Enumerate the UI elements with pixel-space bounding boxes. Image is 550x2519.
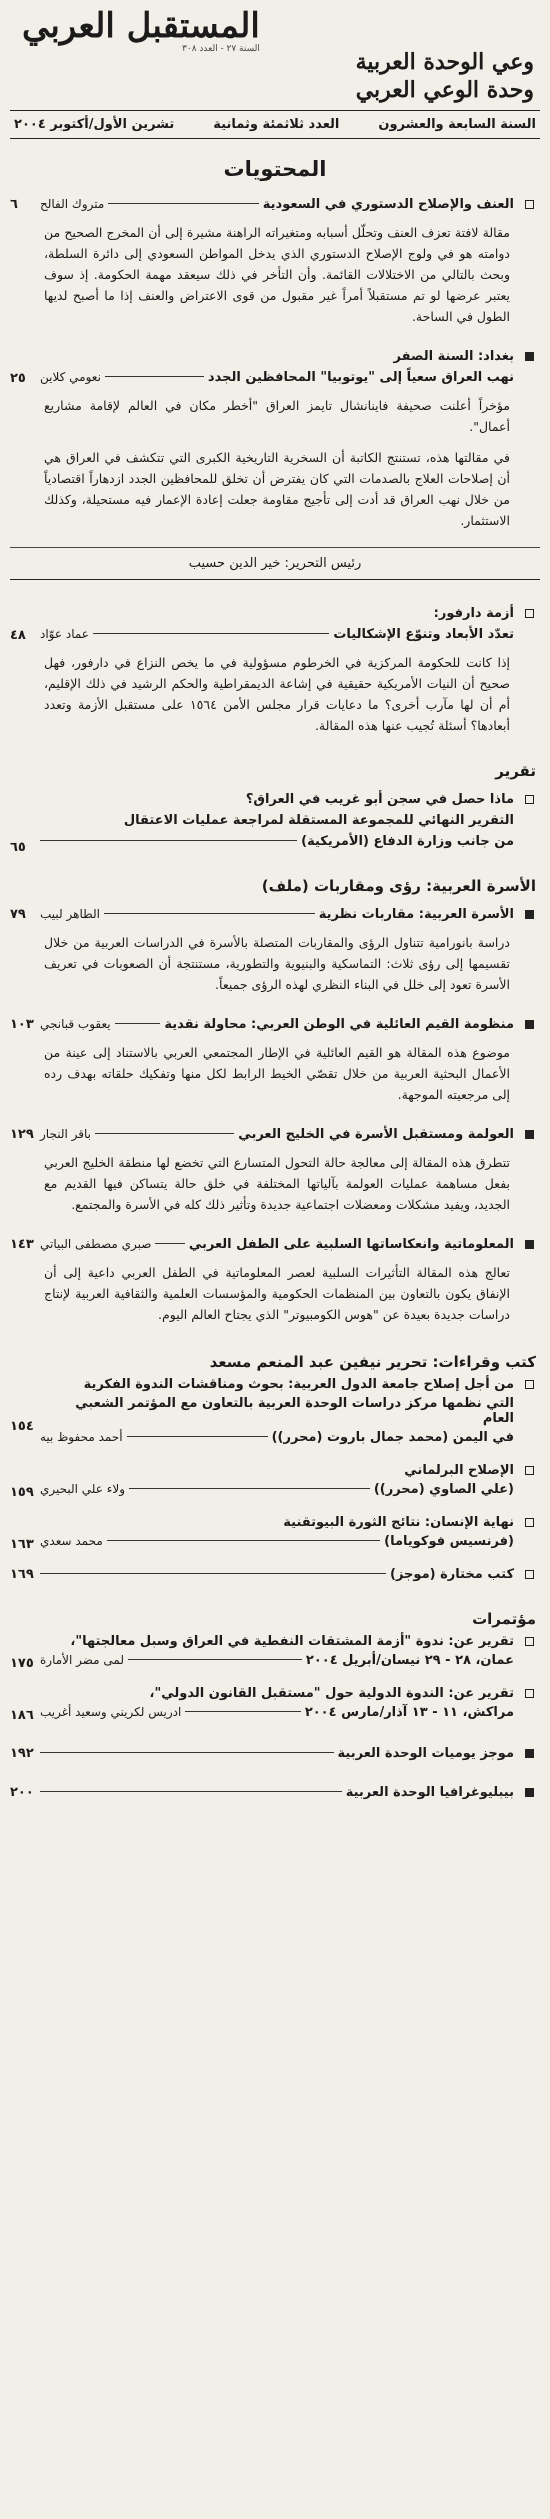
entry-author: يعقوب قبانجي	[40, 1017, 111, 1031]
slogan-line-1: وعي الوحدة العربية	[355, 49, 534, 75]
page-number: ٧٩	[10, 907, 26, 922]
page-number: ١٨٦	[10, 1708, 34, 1723]
entry-abstract: دراسة بانورامية تتناول الرؤى والمقاربات المتصلة بالأسرة في الدراسات العربية من خلال تقسيمها إلى رؤى ثلاث: التماسكية والبنيوية والتطورية، مستنتجة أن الصعوبات في تعريف الأسرة تعود إلى خلل في البناء النظري لهذه الرؤى جميعاً.	[44, 935, 510, 992]
bullet-icon	[525, 1466, 534, 1475]
entry-pretitle: أزمة دارفور:	[433, 606, 514, 621]
bullet-icon	[525, 1518, 534, 1527]
entry-title: المعلوماتية وانعكاساتها السلبية على الطفل العربي	[188, 1237, 514, 1252]
entry-author: عماد عوّاد	[40, 627, 89, 641]
page-number: ٦٥	[10, 840, 26, 855]
entry-author: صبري مصطفى البياتي	[40, 1237, 152, 1251]
page-number: ٤٨	[10, 628, 26, 643]
entry-author: باقر النجار	[40, 1127, 91, 1141]
entry-abstract: موضوع هذه المقالة هو القيم العائلية في الإطار المجتمعي العربي بالاستناد إلى عينة من الأعمال البحثية العربية من خلال تقصّي الخيط الرابط لكل منها وتفكيك حلقاته بهدف رده إلى مرجعيته الموجهة.	[44, 1045, 510, 1102]
slogan	[356, 48, 534, 104]
entry-title: ماذا حصل في سجن أبو غريب في العراق؟	[245, 792, 514, 807]
entry-abstract: مقالة لافتة تعزف العنف وتحلّل أسبابه ومتغيراته الراهنة مشيرة إلى أن المخرج الصحيح من دوامته هو في ولوج الإصلاح الدستوري الذي يدخل المواطن السعودي إلى دائرة السلطة، وبحث بالتالي من الاختلالات القائمة. وأن التأخر في ذلك سيعقد مهمة الحكومة. إذ سوف يعتبر عرضها لو تم مستقبلاً أمراً غير مقبول من قوى الاعتراض والعنف إذا ما أصبح لديها الطول في الساحة.	[44, 225, 510, 324]
entry-title: الأسرة العربية: مقاربات نظرية	[318, 907, 514, 922]
entry-title: التي نظمها مركز دراسات الوحدة العربية بالتعاون مع المؤتمر الشعبي العام	[75, 1396, 514, 1426]
toc-entry[interactable]	[10, 197, 540, 327]
entry-subtitle: عمان، ٢٨ - ٢٩ نيسان/أبريل ٢٠٠٤	[305, 1653, 514, 1668]
toc-entry[interactable]	[10, 1746, 540, 1761]
entry-title: موجز يوميات الوحدة العربية	[337, 1746, 514, 1761]
section-heading: الأسرة العربية: رؤى ومقاربات (ملف)	[261, 877, 536, 895]
entry-title: (فرنسيس فوكوياما)	[384, 1534, 514, 1549]
bullet-icon	[525, 1689, 534, 1698]
entry-title: كتب مختارة (موجز)	[390, 1567, 514, 1582]
page-number: ١٥٤	[10, 1419, 34, 1434]
toc-entry[interactable]	[10, 1515, 540, 1552]
entry-author: الطاهر لبيب	[40, 907, 100, 921]
editor-line: رئيس التحرير: خير الدين حسيب	[10, 547, 540, 580]
entry-title: من أجل إصلاح جامعة الدول العربية: بحوث ومناقشات الندوة الفكرية	[83, 1377, 514, 1392]
entry-subtitle: التقرير النهائي للمجموعة المستقلة لمراجعة عمليات الاعتقال	[123, 813, 514, 828]
page-number: ٦	[10, 197, 18, 212]
page-number: ١٩٢	[10, 1746, 34, 1761]
bullet-icon	[525, 1570, 534, 1579]
page-number: ١٥٩	[10, 1485, 34, 1500]
entry-author: محمد سعدي	[40, 1534, 103, 1548]
bullet-icon	[525, 609, 534, 618]
page-number: ١٠٣	[10, 1017, 34, 1032]
bullet-icon	[525, 352, 534, 361]
toc-entry[interactable]	[10, 1567, 540, 1582]
toc-entry[interactable]	[10, 1377, 540, 1445]
section-heading: كتب وقراءات: تحرير نيفين عبد المنعم مسعد	[209, 1353, 536, 1371]
issue-date: تشرين الأول/أكتوبر ٢٠٠٤	[14, 117, 175, 132]
toc-entry[interactable]	[10, 907, 540, 995]
logo-text: المستقبل العربي	[22, 6, 260, 46]
bullet-icon	[525, 200, 534, 209]
entry-title: العنف والإصلاح الدستوري في السعودية	[262, 197, 514, 212]
page-number: ١٧٥	[10, 1656, 34, 1671]
slogan-line-2: وحدة الوعي العربي	[355, 77, 534, 103]
contents-title: المحتويات	[223, 157, 327, 181]
toc-entry[interactable]	[10, 1127, 540, 1215]
page-number: ٢٠٠	[10, 1785, 34, 1800]
bullet-icon	[525, 1788, 534, 1797]
logo-subtext: السنة ٢٧ - العدد ٣٠٨	[182, 44, 260, 54]
bullet-icon	[525, 910, 534, 919]
entry-author: لمى مضر الأمارة	[40, 1653, 125, 1667]
section-heading: تقرير	[495, 762, 536, 780]
entry-title: تعدّد الأبعاد وتنوّع الإشكاليات	[333, 627, 514, 642]
page-number: ٢٥	[10, 371, 26, 386]
page-number: ١٢٩	[10, 1127, 34, 1142]
bullet-icon	[525, 1749, 534, 1758]
toc-entry[interactable]	[10, 349, 540, 531]
magazine-logo	[22, 6, 260, 54]
toc-entry[interactable]	[10, 1463, 540, 1500]
bullet-icon	[525, 1020, 534, 1029]
entry-title: تقرير عن: ندوة "أزمة المشتقات النفطية في العراق وسبل معالجتها"،	[70, 1634, 514, 1649]
toc-entry[interactable]	[10, 1634, 540, 1671]
entry-author: متروك الفالح	[40, 197, 105, 211]
entry-title: تقرير عن: الندوة الدولية حول "مستقبل القانون الدولي"،	[149, 1686, 514, 1701]
issue-number: العدد ثلاثمئة وثمانية	[213, 117, 340, 132]
entry-subtitle: مراكش، ١١ - ١٣ آذار/مارس ٢٠٠٤	[304, 1705, 514, 1720]
issue-year: السنة السابعة والعشرون	[378, 117, 536, 132]
masthead	[10, 0, 540, 110]
entry-abstract: مؤخراً أعلنت صحيفة فاينانشال تايمز العراق "أخطر مكان في العالم لإقامة مشاريع أعمال".	[44, 398, 510, 434]
entry-title: بيبليوغرافيا الوحدة العربية	[345, 1785, 514, 1800]
entry-author: أحمد محفوظ بيه	[40, 1430, 123, 1444]
entry-title: (علي الصاوي (محرر))	[373, 1482, 514, 1497]
entry-title: نهاية الإنسان: نتائج الثورة البيوتقنية	[283, 1515, 514, 1530]
entry-abstract: تعالج هذه المقالة التأثيرات السلبية لعصر المعلوماتية في الطفل العربي داعية إلى أن الإنفاق يكون بالتعاون بين المنظمات الحكومية والمؤسسات العلمية والثقافية العربية لإنتاج دراسات جديدة بعيدة عن "هوس الكومبيوتر" الذي يجتاح العالم اليوم.	[44, 1265, 510, 1322]
toc-entry[interactable]	[10, 606, 540, 736]
entry-abstract: في مقالتها هذه، تستنتج الكاتبة أن السخرية التاريخية الكبرى التي تتكشف في العراق هي أن إصلاحات العلاج بالصدمات التي كان يفترض أن تخلق للمحافظين الجدد ازدهاراً اقتصادياً من خلال نهب العراق قد أدت إلى تأجيج مقاومة جعلت إعادة الإعمار فيه مستحيلة، وكذلك الاستثمار.	[44, 450, 510, 528]
entry-author: ولاء علي البحيري	[40, 1482, 126, 1496]
toc-entry[interactable]	[10, 1017, 540, 1105]
entry-title: في اليمن (محمد جمال باروت (محرر))	[271, 1430, 514, 1445]
entry-title: نهب العراق سعياً إلى "يوتوبيا" المحافظين الجدد	[207, 370, 514, 385]
entry-abstract: تتطرق هذه المقالة إلى معالجة حالة التحول المتسارع التي تخضع لها منطقة الخليج العربي بفعل مساهمة عمليات العولمة بآلياتها المختلفة في خلق حالة يتساكن فيها القديم مع الجديد، ويفيد مشكلات ومعضلات اجتماعية جديدة وتأثير ذلك كله في الأسرة والمجتمع.	[44, 1155, 510, 1212]
bullet-icon	[525, 795, 534, 804]
bullet-icon	[525, 1240, 534, 1249]
entry-abstract: إذا كانت للحكومة المركزية في الخرطوم مسؤولية في ما يخص النزاع في دارفور، فهل صحيح أن النيات الأمريكية حقيقية في إشاعة الديمقراطية والحكم الرشيد في ذلك الإقليم، أم أن لها مآرب أخرى؟ ما دعايات قرار مجلس الأمن ١٥٦٤ على مستقبل الأزمة وتعدد أبعادها؟ أسئلة تُجيب عنها هذه المقالة.	[44, 655, 510, 733]
toc-entry[interactable]	[10, 1785, 540, 1800]
issue-info	[10, 111, 540, 138]
books-list	[10, 1377, 540, 1582]
entry-author: ادريس لكريني وسعيد أغريب	[40, 1705, 182, 1719]
entry-author: نعومي كلاين	[40, 370, 101, 384]
entry-title: الإصلاح البرلماني	[404, 1463, 514, 1478]
entry-title: العولمة ومستقبل الأسرة في الخليج العربي	[238, 1127, 514, 1142]
toc-entry[interactable]	[10, 1686, 540, 1723]
toc-entry[interactable]	[10, 1237, 540, 1325]
page-number: ١٦٣	[10, 1537, 34, 1552]
page-number: ١٤٣	[10, 1237, 34, 1252]
entry-pretitle: بغداد: السنة الصفر	[393, 349, 514, 364]
entry-subtitle: من جانب وزارة الدفاع (الأمريكية)	[301, 834, 514, 849]
toc-entry[interactable]	[10, 792, 540, 855]
bullet-icon	[525, 1380, 534, 1389]
section-heading: مؤتمرات	[472, 1610, 536, 1628]
page-number: ١٦٩	[10, 1567, 34, 1582]
entry-title: منظومة القيم العائلية في الوطن العربي: محاولة نقدية	[164, 1017, 514, 1032]
bullet-icon	[525, 1130, 534, 1139]
bullet-icon	[525, 1637, 534, 1646]
